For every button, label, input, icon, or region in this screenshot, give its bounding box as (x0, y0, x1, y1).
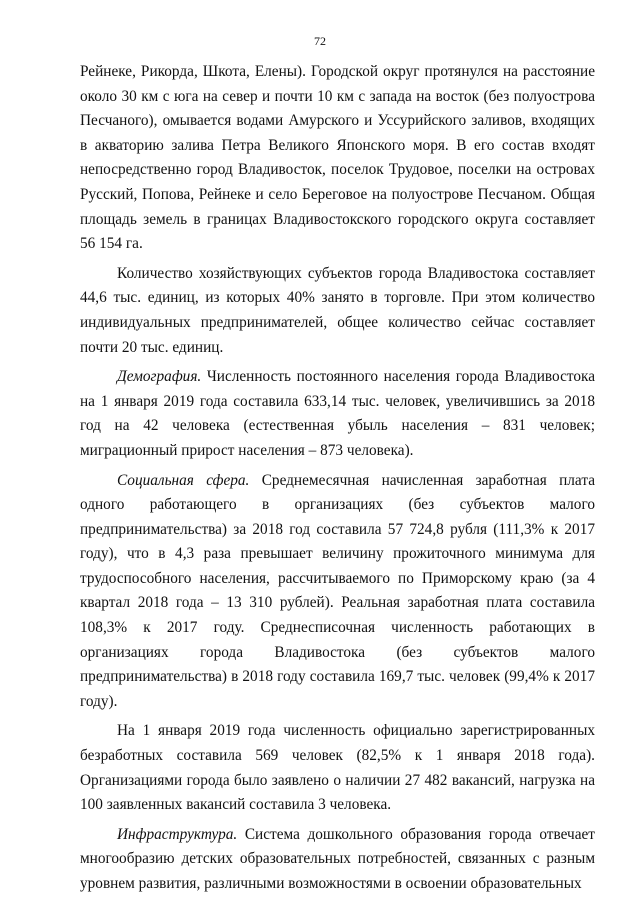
paragraph-infrastructure (80, 823, 595, 897)
page-number: 72 (314, 34, 326, 48)
paragraph-social-sphere (80, 469, 595, 715)
paragraph-text: Количество хозяйствующих субъектов города Владивостока составляет 44,6 тыс. единиц, из которых 40% занято в торговле. При этом количество индивидуальных предпринимателей, общее количество сейчас составляет почти 20 тыс. единиц. (80, 264, 595, 356)
paragraph-demography (80, 365, 595, 463)
body-text (80, 60, 595, 902)
paragraph-text: Рейнеке, Рикорда, Шкота, Елены). Городской округ протянулся на расстояние около 30 км с юга на север и почти 10 км с запада на восток (без полуострова Песчаного), омывается водами Амурского и Уссурийского заливов, входящих в акваторию залива Петра Великого Японского моря. В его состав входят непосредственно город Владивосток, поселок Трудовое, поселки на островах Русский, Попова, Рейнеке и село Береговое на полуострове Песчаном. Общая площадь земель в границах Владивостокского городского округа составляет 56 154 га. (80, 63, 595, 253)
paragraph-lead: Демография. (117, 368, 202, 386)
paragraph-city-territory (80, 60, 595, 257)
paragraph-unemployment (80, 719, 595, 817)
paragraph-text: Среднемесячная начисленная заработная плата одного работающего в организациях (без субъектов малого предпринимательства) за 2018 год составила 57 724,8 рубля (111,3% к 2017 году), что в 4,3 раза превышает величину прожиточного минимума для трудоспособного населения, рассчитываемого по Приморскому краю (за 4 квартал 2018 года – 13 310 рублей). Реальная заработная плата составила 108,3% к 2017 году. Среднесписочная численность работающих в организациях города Владивостока (без субъектов малого предпринимательства) в 2018 году составила 169,7 тыс. человек (99,4% к 2017 году). (80, 471, 595, 710)
paragraph-business-entities (80, 262, 595, 360)
paragraph-text: Численность постоянного населения города Владивостока на 1 января 2019 года составила 633,14 тыс. человек, увеличившись за 2018 год на 42 человека (естественная убыль населения – 831 человек; миграционный прирост населения – 873 человека). (80, 368, 595, 459)
paragraph-text: На 1 января 2019 года численность официально зарегистрированных безработных составила 569 человек (82,5% к 1 января 2018 года). Организациями города было заявлено о наличии 27 482 вакансий, нагрузка на 100 заявленных вакансий составила 3 человека. (80, 722, 595, 814)
paragraph-text: Система дошкольного образования города отвечает многообразию детских образовательных потребностей, связанных с разным уровнем развития, различными возможностями в освоении образовательных (80, 825, 595, 892)
paragraph-lead: Инфраструктура. (117, 825, 238, 843)
paragraph-lead: Социальная сфера. (117, 471, 250, 489)
